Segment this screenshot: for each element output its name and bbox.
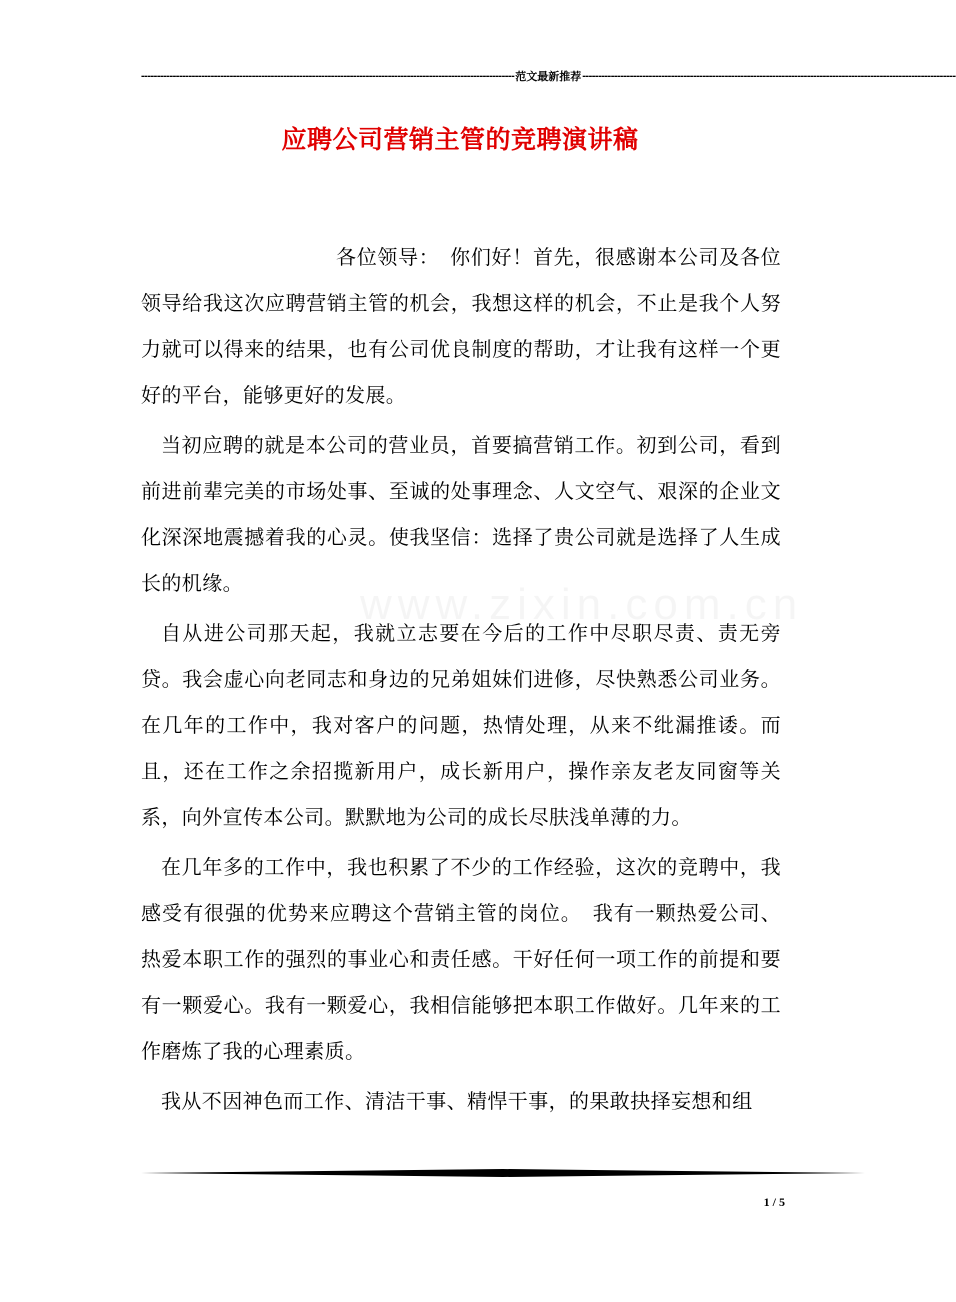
document-title: 应聘公司营销主管的竞聘演讲稿 [281, 125, 639, 154]
paragraph-5: 我从不因神色而工作、清洁干事、精悍干事，的果敢抉择妄想和组 [161, 1089, 753, 1113]
footer-rule [141, 1169, 865, 1177]
document-body [141, 234, 781, 1124]
paragraph-4: 在几年多的工作中，我也积累了不少的工作经验，这次的竞聘中，我感受有很强的优势来应聘这个营销主管的岗位。 我有一颗热爱公司、热爱本职工作的强烈的事业心和责任感。干好任何一项工作的前提和要有一颗爱心。我有一颗爱心，我相信能够把本职工作做好。几年来的工作磨炼了我的心理素质。 [141, 855, 781, 1063]
header-dashes-right: ---------------------------------------------------------------------------------------------------------------------- [582, 70, 956, 82]
paragraph-3: 自从进公司那天起，我就立志要在今后的工作中尽职尽责、责无旁贷。我会虚心向老同志和身边的兄弟姐妹们进修，尽快熟悉公司业务。在几年的工作中，我对客户的问题，热情处理，从来不纰漏推诿。而且，还在工作之余招揽新用户，成长新用户，操作亲友老友同窗等关系，向外宣传本公司。默默地为公司的成长尽肤浅单薄的力。 [141, 621, 781, 829]
paragraph-2: 当初应聘的就是本公司的营业员，首要搞营销工作。初到公司，看到前进前辈完美的市场处事、至诚的处事理念、人文空气、艰深的企业文化深深地震撼着我的心灵。使我坚信：选择了贵公司就是选择了人生成长的机缘。 [141, 433, 781, 595]
header-label: 范文最新推荐 [515, 71, 582, 83]
page-number: 1 / 5 [763, 1195, 785, 1209]
page-header [141, 68, 956, 84]
header-dashes-left: ---------------------------------------------------------------------------------------------------------------------- [141, 70, 515, 82]
paragraph-1: 各位领导： 你们好！首先，很感谢本公司及各位领导给我这次应聘营销主管的机会，我想这样的机会，不止是我个人努力就可以得来的结果，也有公司优良制度的帮助，才让我有这样一个更好的平台，能够更好的发展。 [141, 245, 781, 407]
